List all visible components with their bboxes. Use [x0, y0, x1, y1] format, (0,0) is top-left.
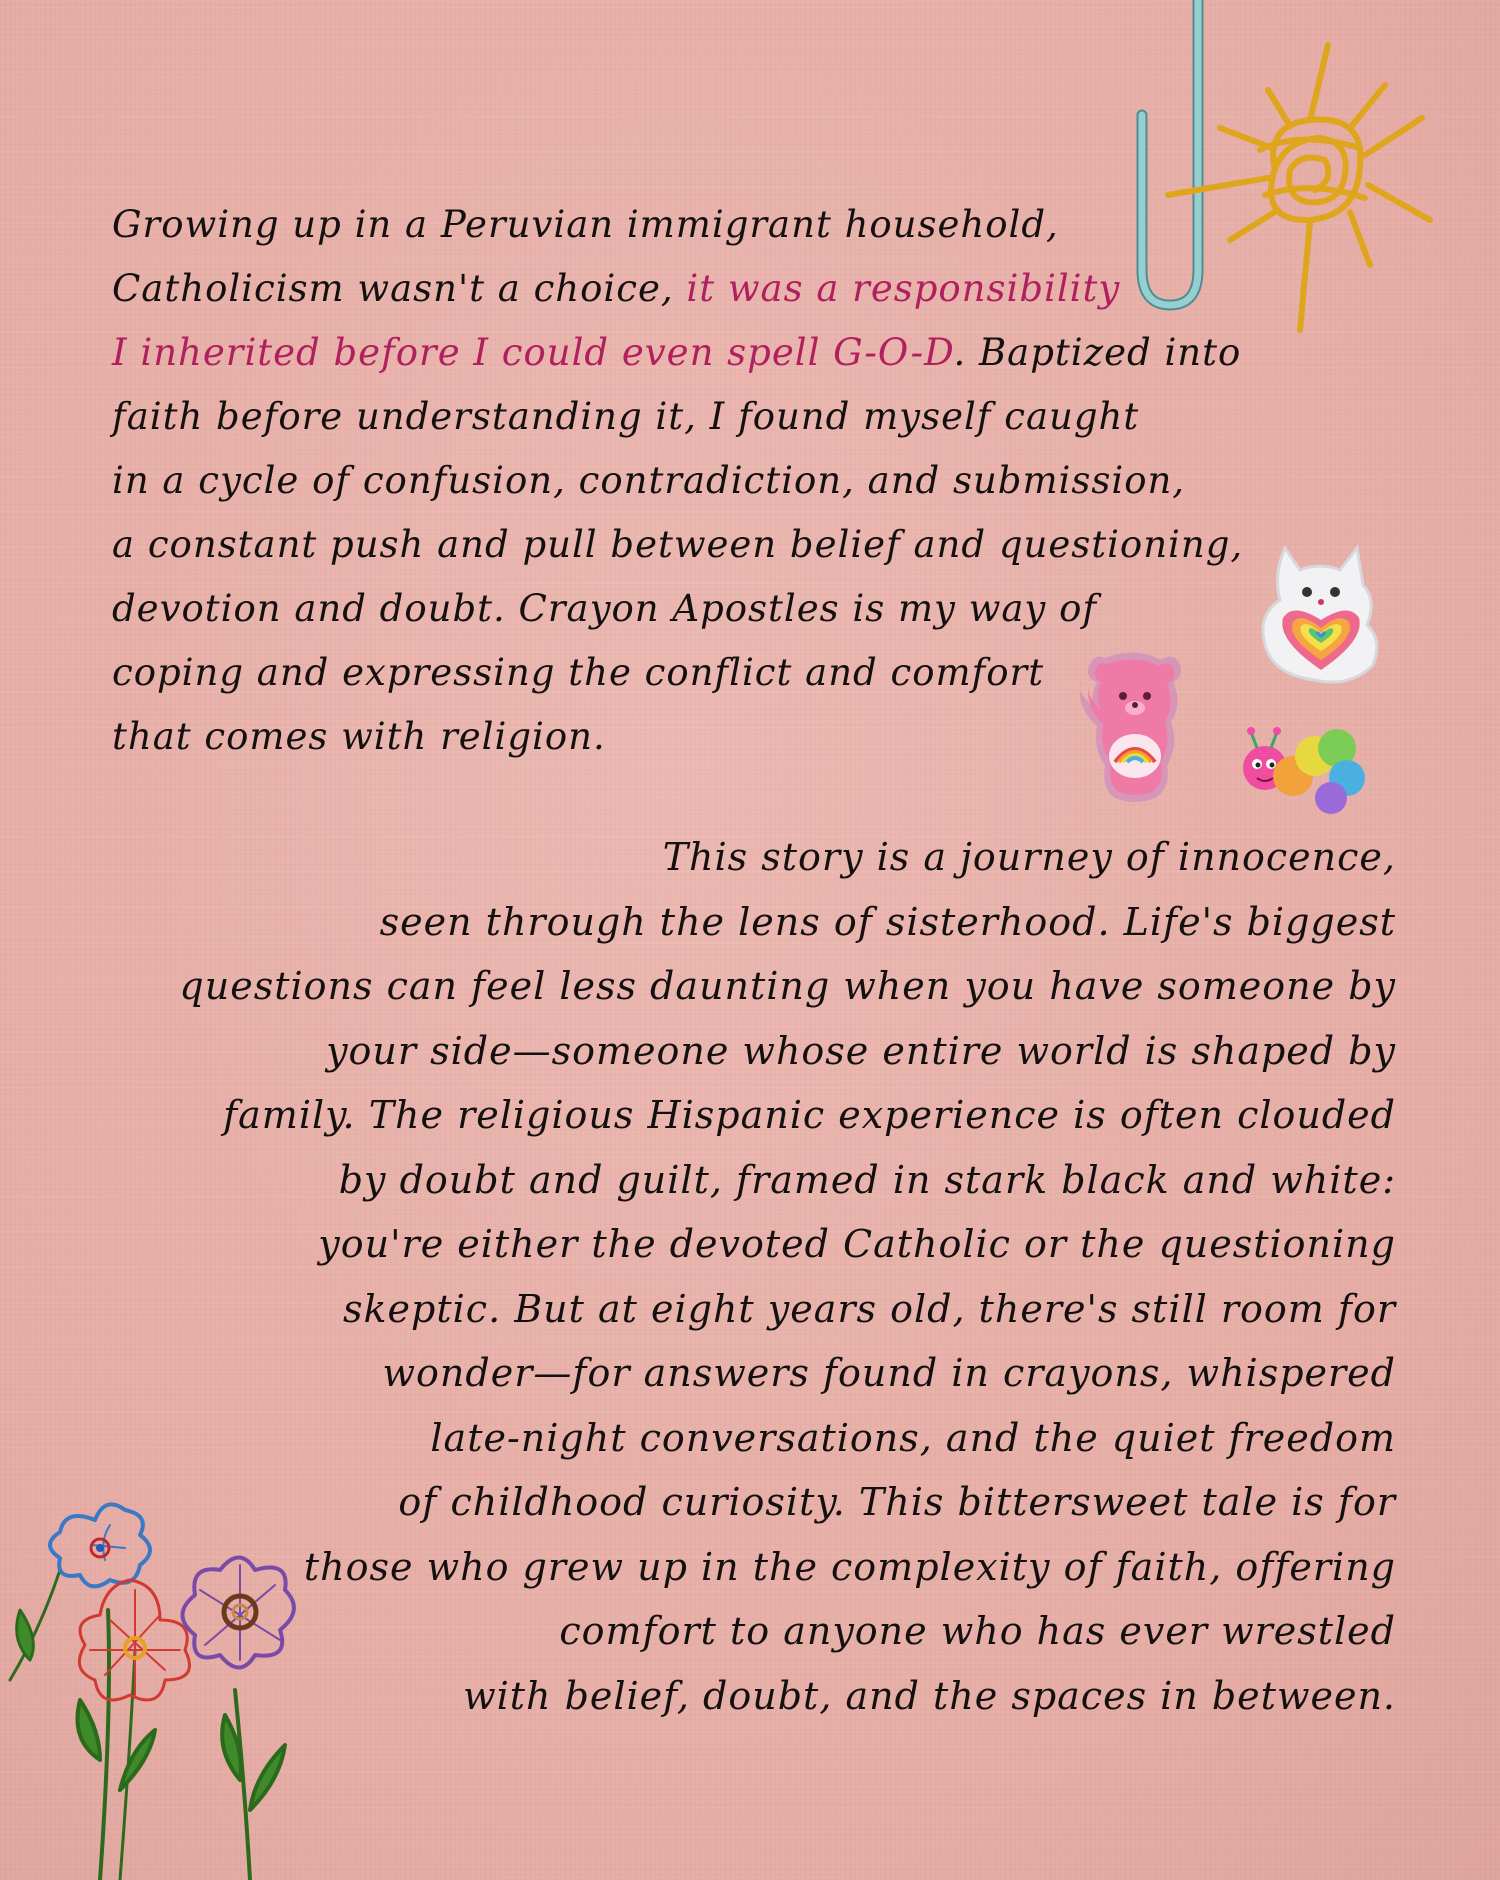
text-line: by doubt and guilt, framed in stark black and white: — [338, 1157, 1396, 1202]
text-line: This story is a journey of innocence, — [662, 835, 1396, 879]
text-line: you're either the devoted Catholic or the questioning — [318, 1222, 1396, 1266]
text-line: devotion and doubt. Crayon Apostles is my way of — [112, 587, 1098, 630]
text-line: family. The religious Hispanic experience is often clouded — [223, 1093, 1396, 1137]
text-line: skeptic. But at eight years old, there's still room for — [343, 1286, 1396, 1331]
story-paragraph — [160, 825, 1396, 1728]
text-line: those who grew up in the complexity of faith, offering — [303, 1544, 1396, 1589]
text-line: faith before understanding it, I found myself caught — [112, 395, 1140, 438]
text-line: questions can feel less daunting when you have someone by — [179, 964, 1396, 1008]
highlighted-phrase: it was a responsibility — [686, 267, 1121, 310]
text-line: wonder—for answers found in crayons, whispered — [382, 1351, 1396, 1395]
text-line: coping and expressing the conflict and comfort — [112, 651, 1045, 694]
text-line: comfort to anyone who has ever wrestled — [559, 1609, 1396, 1653]
text-line: a constant push and pull between belief and questioning, — [112, 523, 1244, 566]
text-line: Catholicism wasn't a choice, it was a responsibility — [112, 267, 1121, 310]
text-line: your side—someone whose entire world is shaped by — [326, 1028, 1396, 1073]
text-line: that comes with religion. — [112, 715, 606, 758]
text-line: Growing up in a Peruvian immigrant household, — [112, 203, 1059, 246]
text-line: late-night conversations, and the quiet freedom — [430, 1415, 1396, 1460]
intro-paragraph — [112, 193, 1292, 769]
text-line: in a cycle of confusion, contradiction, and submission, — [112, 459, 1186, 502]
text-line: with belief, doubt, and the spaces in between. — [463, 1673, 1396, 1718]
text-line: of childhood curiosity. This bittersweet tale is for — [398, 1480, 1396, 1524]
highlighted-phrase: I inherited before I could even spell G-O-D — [112, 331, 954, 374]
text-line: I inherited before I could even spell G-O-D. Baptized into — [112, 331, 1242, 374]
text-line: seen through the lens of sisterhood. Life's biggest — [379, 899, 1396, 944]
